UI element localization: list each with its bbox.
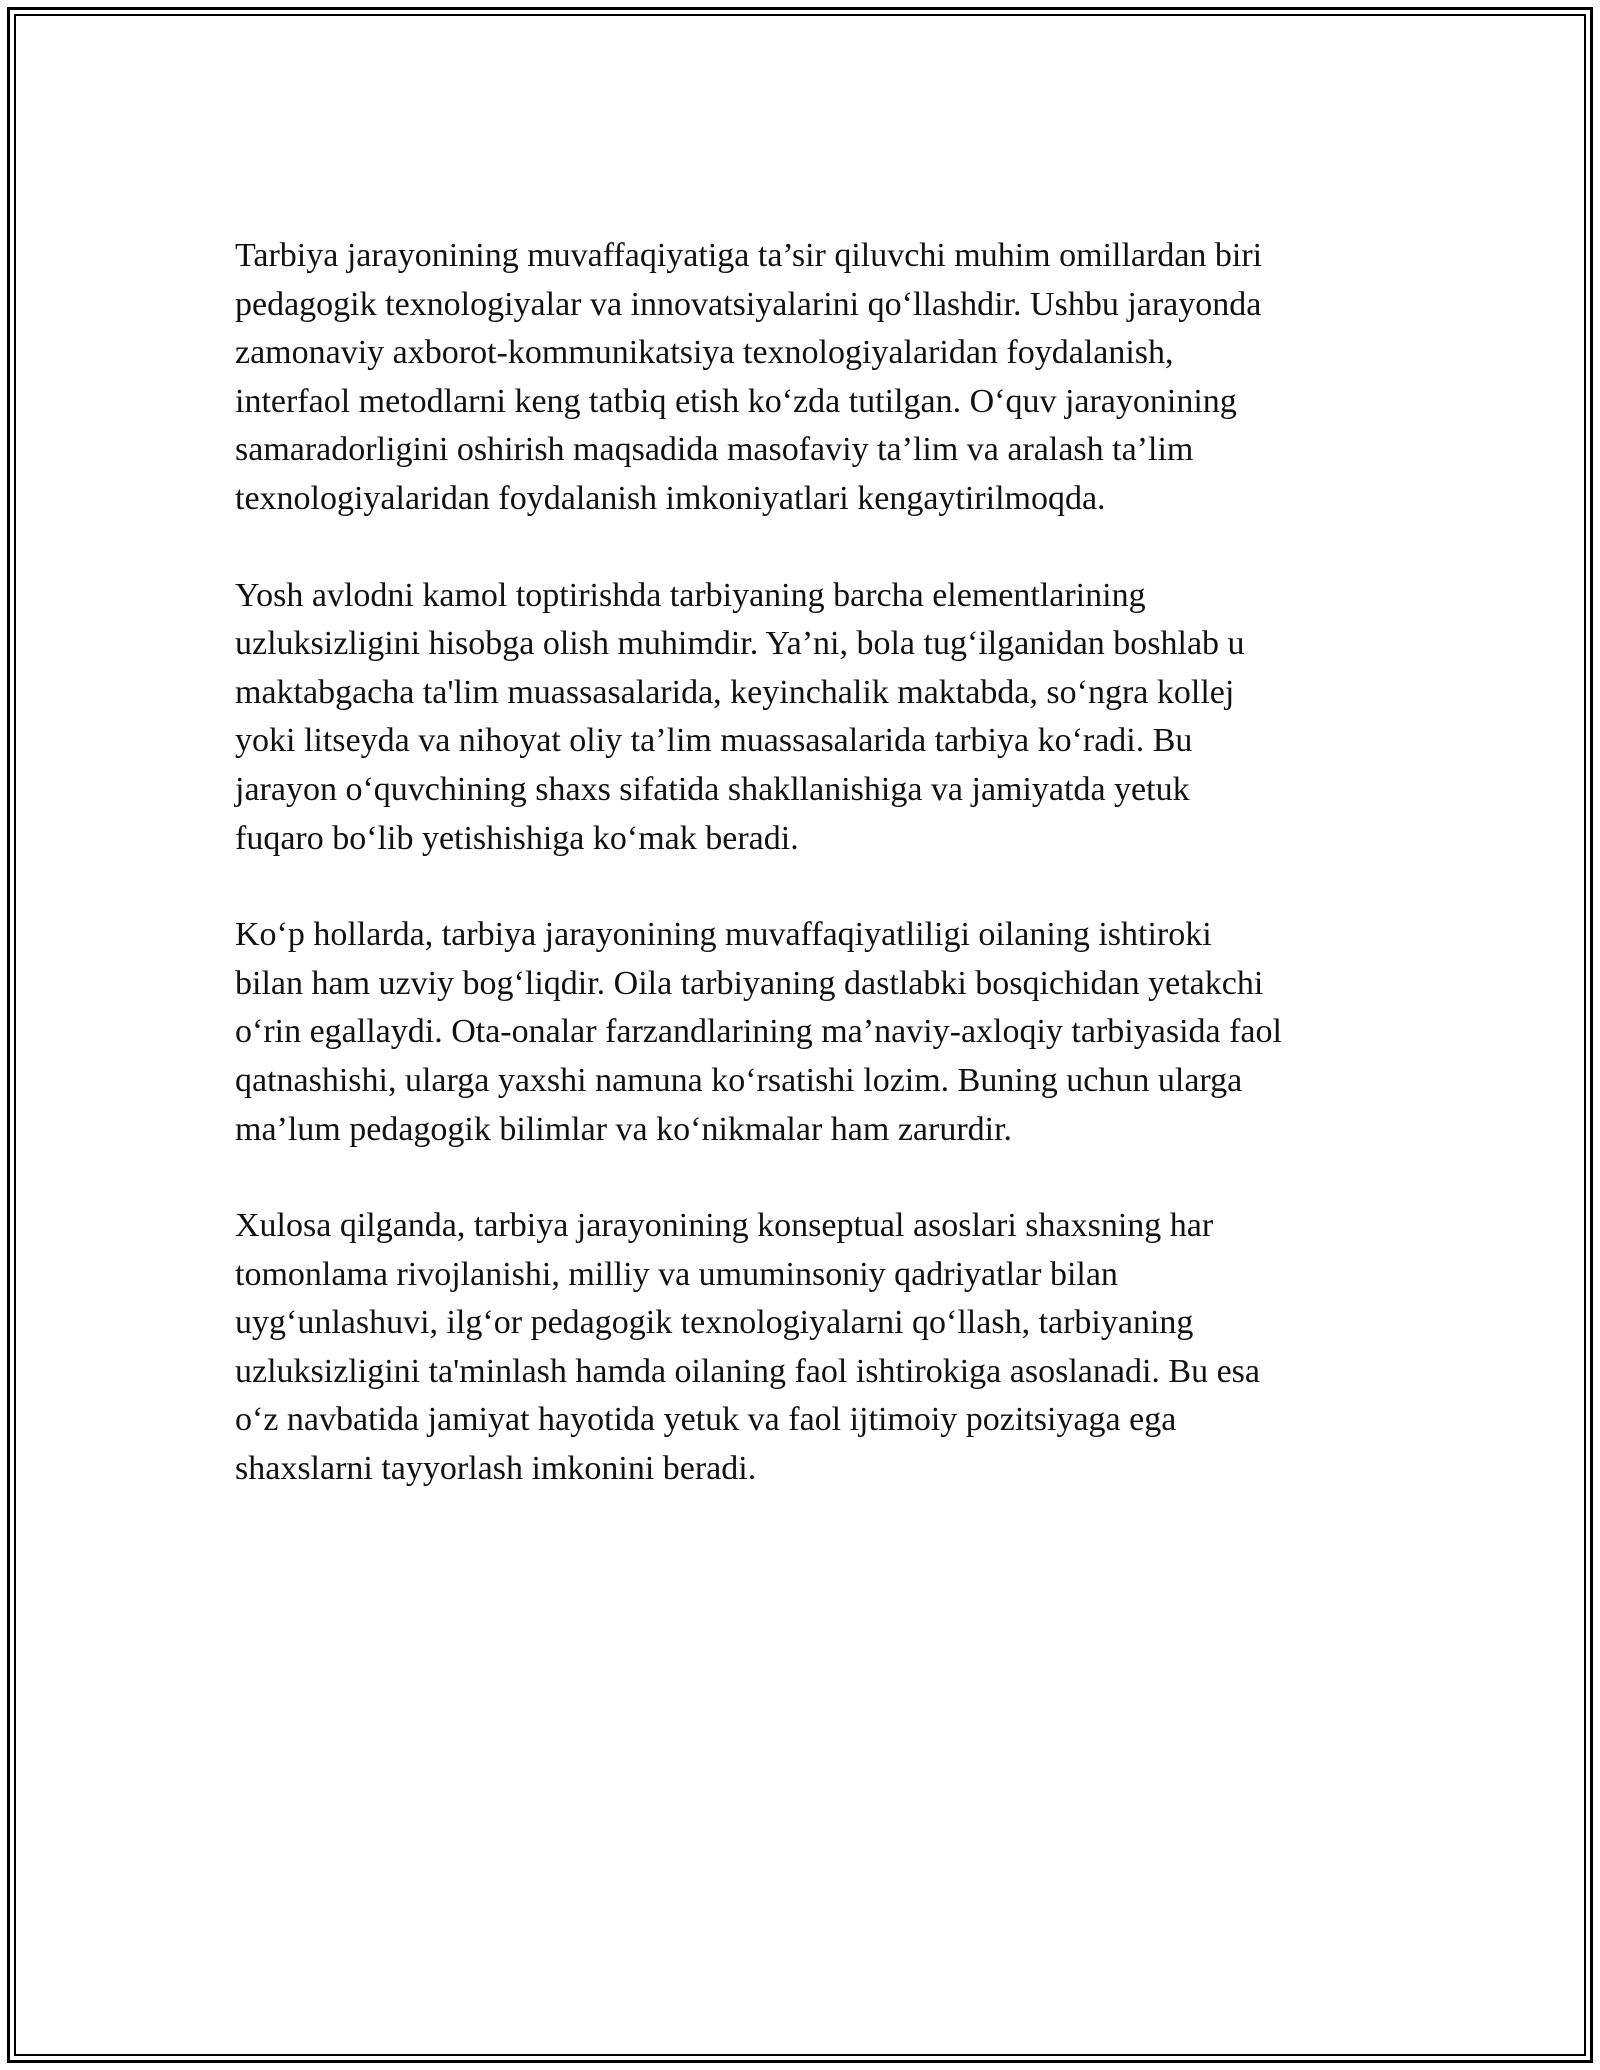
paragraph-3: Ko‘p hollarda, tarbiya jarayonining muvaffaqiyatliligi oilaning ishtiroki bilan ham uzviy bog‘liqdir. Oila tarbiyaning dastlabki bosqichidan yetakchi o‘rin egallaydi. Ota-onalar farzandlarining ma’naviy-axloqiy tarbiyasida faol qatnashishi, ularga yaxshi namuna ko‘rsatishi lozim. Buning uchun ularga ma’lum pedagogik bilimlar va ko‘nikmalar ham zarurdir. [235,916,1282,1148]
paragraph-1: Tarbiya jarayonining muvaffaqiyatiga ta’sir qiluvchi muhim omillardan biri pedagogik texnologiyalar va innovatsiyalarini qo‘llashdir. Ushbu jarayonda zamonaviy axborot-kommunikatsiya texnologiyalaridan foydalanish, interfaol metodlarni keng tatbiq etish ko‘zda tutilgan. O‘quv jarayonining samaradorligini oshirish maqsadida masofaviy ta’lim va aralash ta’lim texnologiyalaridan foydalanish imkoniyatlari kengaytirilmoqda. [235,237,1263,517]
paragraph-2: Yosh avlodni kamol toptirishda tarbiyaning barcha elementlarining uzluksizligini hisobga olish muhimdir. Ya’ni, bola tug‘ilganidan boshlab u maktabgacha ta'lim muassasalarida, keyinchalik maktabda, so‘ngra kollej yoki litseyda va nihoyat oliy ta’lim muassasalarida tarbiya ko‘radi. Bu jarayon o‘quvchining shaxs sifatida shakllanishiga va jamiyatda yetuk fuqaro bo‘lib yetishishiga ko‘mak beradi. [235,576,1245,857]
paragraph-4: Xulosa qilganda, tarbiya jarayonining konseptual asoslari shaxsning har tomonlama rivojlanishi, milliy va umuminsoniy qadriyatlar bilan uyg‘unlashuvi, ilg‘or pedagogik texnologiyalarni qo‘llash, tarbiyaning uzluksizligini ta'minlash hamda oilaning faol ishtirokiga asoslanadi. Bu esa o‘z navbatida jamiyat hayotida yetuk va faol ijtimoiy pozitsiyaga ega shaxslarni tayyorlash imkonini beradi. [235,1207,1260,1488]
document-body [235,232,1375,1542]
